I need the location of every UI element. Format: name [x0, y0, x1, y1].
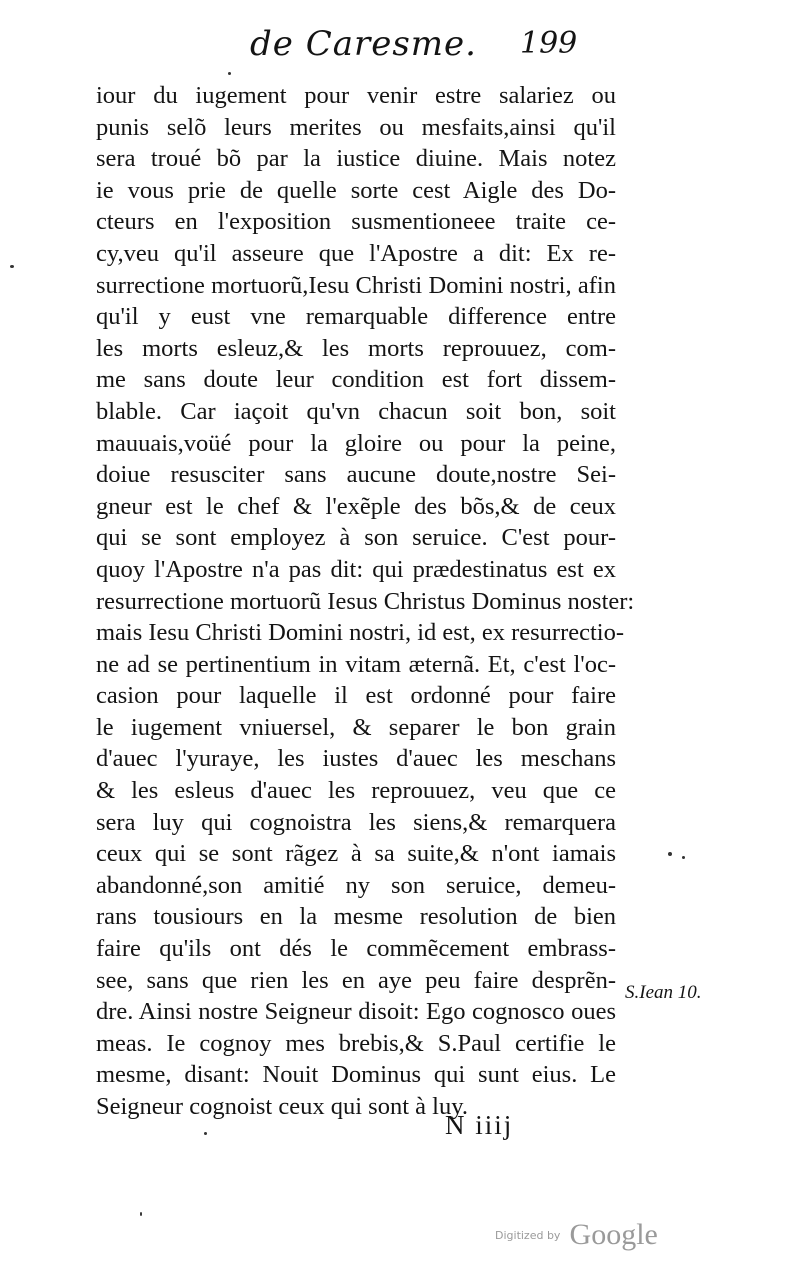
body-text	[96, 80, 635, 1123]
text-line: blable. Car iaçoit qu'vn chacun soit bon, soit	[96, 397, 616, 425]
text-line: ie vous prie de quelle sorte cest Aigle des Do-	[96, 176, 616, 204]
text-line: punis selõ leurs merites ou mesfaits,ainsi qu'il	[96, 113, 616, 141]
ink-speck	[682, 856, 685, 859]
watermark-prefix: Digitized by	[495, 1228, 561, 1242]
text-line: faire qu'ils ont dés le commẽcement embrass-	[96, 935, 616, 963]
text-line-latin: surrectione mortuorũ,Iesu Christi Domini nostri, afin	[96, 271, 616, 299]
text-line: quoy l'Apostre n'a pas dit: qui prædestinatus est ex	[96, 555, 616, 583]
text-line: mais Iesu Christi Domini nostri, id est, ex resurrectio-	[96, 619, 625, 647]
text-line: rans tousiours en la mesme resolution de bien	[96, 903, 616, 931]
text-line: gneur est le chef & l'exẽple des bõs,& de ceux	[96, 492, 616, 520]
text-line: mesme, disant: Nouit Dominus qui sunt eius. Le	[96, 1061, 616, 1089]
text-line: sera luy qui cognoistra les siens,& remarquera	[96, 808, 616, 836]
text-line: sera troué bõ par la iustice diuine. Mais notez	[96, 145, 616, 173]
text-line: dre. Ainsi nostre Seigneur disoit: Ego cognosco oues	[96, 998, 616, 1026]
text-line-latin: resurrectione mortuorũ Iesus Christus Dominus noster:	[96, 587, 635, 615]
page-number: 199	[520, 26, 578, 61]
digitized-watermark	[495, 1218, 658, 1252]
text-line: iour du iugement pour venir estre salariez ou	[96, 82, 616, 109]
margin-note: S.Iean 10.	[625, 982, 702, 1003]
text-line: le iugement vniuersel, & separer le bon grain	[96, 713, 616, 741]
ink-speck	[140, 1212, 142, 1216]
text-line: cteurs en l'exposition susmentioneee traite ce-	[96, 208, 616, 236]
text-line: Seigneur cognoist ceux qui sont à luy.	[96, 1093, 468, 1120]
text-line: meas. Ie cognoy mes brebis,& S.Paul certifie le	[96, 1029, 616, 1057]
text-line: abandonné,son amitié ny son seruice, demeu-	[96, 871, 616, 899]
text-line: d'auec l'yuraye, les iustes d'auec les meschans	[96, 745, 616, 773]
text-line: les morts esleuz,& les morts reprouuez, com-	[96, 334, 616, 362]
text-line: qui se sont employez à son seruice. C'est pour-	[96, 524, 616, 552]
text-line: see, sans que rien les en aye peu faire desprẽn-	[96, 966, 616, 994]
ink-speck	[228, 72, 231, 75]
ink-speck	[668, 852, 672, 856]
text-line: ne ad se pertinentium in vitam æternã. Et, c'est l'oc-	[96, 650, 616, 678]
google-logo: Google	[569, 1218, 658, 1251]
text-line: cy,veu qu'il asseure que l'Apostre a dit: Ex re-	[96, 239, 616, 267]
text-line: mauuais,voüé pour la gloire ou pour la peine,	[96, 429, 616, 457]
text-line: me sans doute leur condition est fort dissem-	[96, 366, 616, 394]
text-line: qu'il y eust vne remarquable difference entre	[96, 303, 616, 331]
text-line: ceux qui se sont rãgez à sa suite,& n'ont iamais	[96, 840, 616, 868]
signature-mark: N iiij	[445, 1110, 514, 1140]
text-line: casion pour laquelle il est ordonné pour faire	[96, 682, 616, 710]
text-line: doiue resusciter sans aucune doute,nostre Sei-	[96, 461, 616, 489]
running-title: de Caresme.	[250, 24, 477, 64]
text-line: & les esleus d'auec les reprouuez, veu que ce	[96, 777, 616, 805]
ink-speck	[10, 265, 14, 268]
ink-speck	[204, 1132, 207, 1135]
